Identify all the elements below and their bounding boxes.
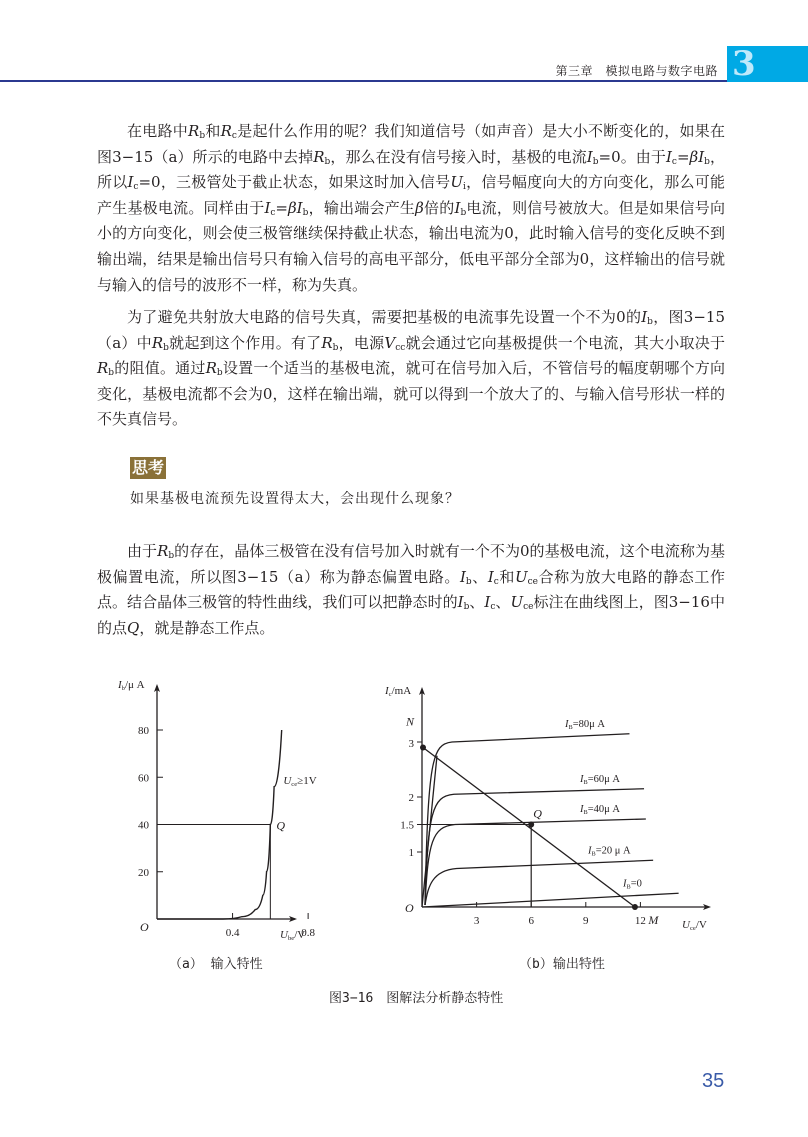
chapter-number: 3 [732,44,756,84]
y-tick-label: 1 [408,847,414,859]
y-tick-label: 40 [138,819,149,832]
paragraph-1: 在电路中$R_b$和$R_c$是起什么作用的呢？我们知道信号（如声音）是大小不断变化的，如果在图3−15（a）所示的电路中去掉$R_b$，那么在没有信号接入时，基极的电流$I_b=0$。由于$I_c=\beta I_b$，所以$I_c=0$，三极管处于截止状态，如果这时加入信号$U_i$，信号幅度向大的方向变化，那么可能产生基极电流。同样由于$I_c=\beta I_b$，输出端会产生β倍的$I_b$电流，则信号被放大。但是如果信号向小的方向变化，则会使三极管继续保持截止状态，输出电流为0，此时输入信号的变化反映不到输出端，结果是输出信号只有输入信号的高电平部分，低电平部分全部为0，这样输出的信号就与输入的信号的波形不一样，称为失真。 [97,122,725,294]
x-tick-label: 9 [583,915,589,927]
x-axis-label: Uce/V [682,919,707,932]
output-characteristic-chart [370,670,720,950]
curve-label: IB=0 [623,878,642,891]
y-axis-label: Ic/mA [385,685,412,698]
origin-label: O [405,901,414,915]
figure-caption: 图3−16 图解法分析静态特性 [329,991,504,1006]
load-line-point-m [632,904,638,910]
curve-label: IB=60μ A [580,773,620,786]
x-axis-label: Ube/V [280,929,306,942]
subfigure-a-caption: （a） 输入特性 [169,957,263,972]
point-m-label: M [648,913,659,927]
y-tick-label: 1.5 [400,819,414,832]
chapter-title: 第三章 模拟电路与数字电路 [555,64,718,78]
curve-label: IB=20 μ A [588,845,631,858]
y-tick-label: 20 [138,866,149,879]
x-tick-label: 3 [473,915,480,927]
y-tick-label: 3 [408,738,414,750]
point-n-label: N [406,714,415,729]
y-tick-label: 2 [408,792,414,804]
curve-label: IB=80μ A [565,718,605,731]
page-header [0,0,808,90]
x-tick-label: 12 [634,915,646,927]
y-tick-label: 80 [138,725,149,737]
think-question: 如果基极电流预先设置得太大，会出现什么现象？ [130,491,460,507]
y-axis-label: Ib/μ A [118,679,145,692]
origin-label: O [140,920,149,934]
paragraph-2: 为了避免共射放大电路的信号失真，需要把基极的电流事先设置一个不为0的$I_b$，图3−15（a）中$R_b$就起到这个作用。有了$R_b$，电源$V_{cc}$就会通过它向基极提供一个电流，其大小取决于$R_b$的阻值。通过$R_b$设置一个适当的基极电流，就可在信号加入后，不管信号的幅度朝哪个方向变化，基极电流都不会为0，这样在输出端，就可以得到一个放大了的、与输入信号形状一样的不失真信号。 [97,308,725,429]
page-number: 35 [702,1070,725,1092]
input-characteristic-chart [100,670,340,950]
header-rule [0,80,727,82]
subfigure-b-caption: （b）输出特性 [519,957,605,972]
x-tick-label: 0.8 [301,927,315,939]
q-point-label: Q [276,818,286,833]
x-tick-label: 6 [528,915,534,927]
x-tick-label: 0.4 [225,927,240,939]
curve-label: IB=40μ A [580,804,620,816]
paragraph-3: 由于$R_b$的存在，晶体三极管在没有信号加入时就有一个不为0的基极电流，这个电流称为基极偏置电流，所以图3−15（a）称为静态偏置电路。$I_b$、$I_c$和$U_{ce}$合称为放大电路的静态工作点。结合晶体三极管的特性曲线，我们可以把静态时的$I_b$、$I_c$、$U_{ce}$标注在曲线图上，图3−16中的点Q，就是静态工作点。 [97,542,725,637]
load-line [423,748,635,908]
q-point-label: Q [533,806,542,821]
think-label: 思考 [132,458,165,477]
curve-condition-label: Uce≥1V [283,775,317,789]
q-point [528,822,534,828]
y-tick-label: 60 [138,772,149,785]
output-curve [425,860,653,905]
load-line-point-n [420,745,426,751]
